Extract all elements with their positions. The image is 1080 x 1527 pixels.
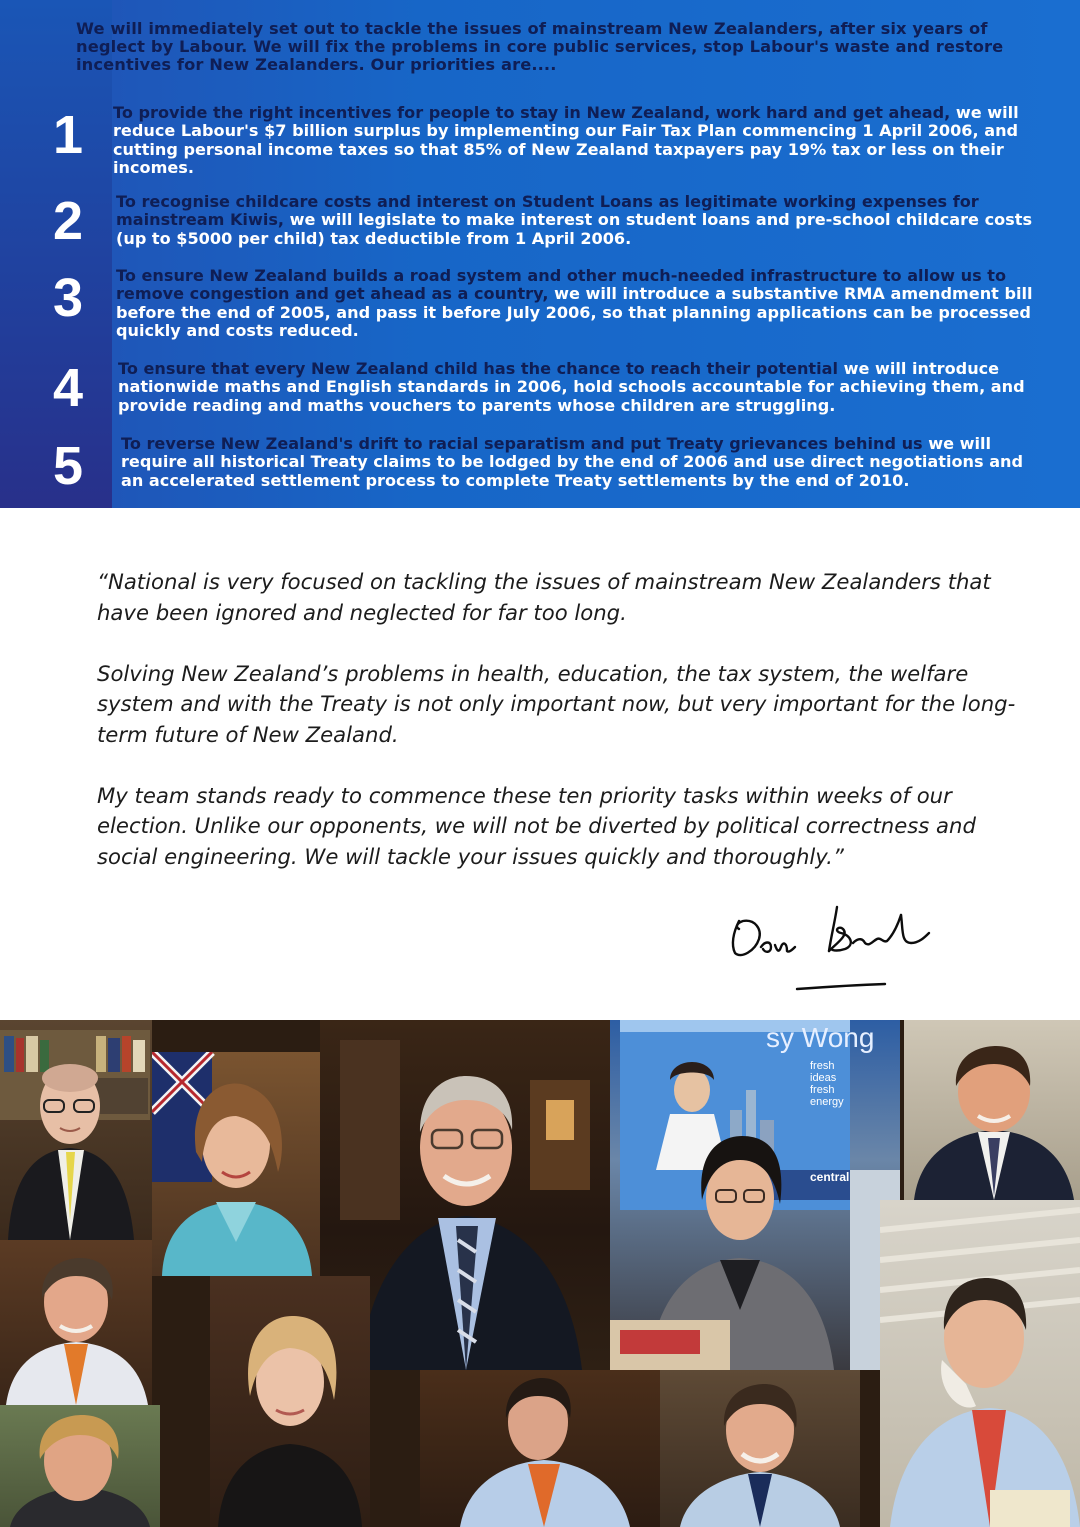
priority-body: we will introduce nationwide maths and English standards in 2006, hold schools accountable for achieving them, and provide reading and maths vouchers to parents whose children are struggling. — [118, 359, 1025, 415]
poster-tagline-line: fresh — [810, 1060, 835, 1072]
team-photo — [660, 1370, 860, 1527]
team-photo — [0, 1240, 152, 1405]
poster-tagline-line: ideas — [810, 1072, 837, 1084]
poster-tagline-line: energy — [810, 1096, 844, 1108]
poster-name: sy Wong — [766, 1022, 875, 1053]
priority-text — [113, 104, 1048, 178]
priority-body: we will legislate to make interest on student loans and pre-school childcare costs (up to $5000 per child) tax deductible from 1 April 2006. — [116, 210, 1033, 248]
team-photo-art — [0, 1405, 160, 1527]
panel-left-band — [0, 0, 112, 508]
team-photo-art — [152, 1052, 320, 1276]
team-photo-art — [420, 1370, 660, 1527]
team-photo-art — [660, 1370, 860, 1527]
priority-number: 3 — [52, 268, 84, 328]
priority-text — [116, 193, 1051, 248]
priority-lead: To ensure New Zealand builds a road system and other much-needed infrastructure to allow us to remove congestion and get ahead as a country, — [116, 266, 1007, 304]
priority-number: 1 — [52, 105, 84, 165]
poster-tagline — [810, 1060, 844, 1108]
priority-text — [116, 267, 1051, 341]
team-photo — [904, 1020, 1080, 1200]
team-photo — [610, 1020, 900, 1370]
quote-paragraph: “National is very focused on tackling the issues of mainstream New Zealanders that have been ignored and neglected for far too long. — [97, 569, 991, 625]
team-photo-art — [880, 1200, 1080, 1527]
priority-lead: To recognise childcare costs and interest on Student Loans as legitimate working expenses for mainstream Kiwis, — [116, 192, 979, 230]
priority-number: 5 — [52, 436, 84, 496]
team-photo-art — [0, 1020, 152, 1240]
team-photo-art — [610, 1020, 900, 1370]
team-photo — [880, 1200, 1080, 1527]
priorities-intro: We will immediately set out to tackle the issues of mainstream New Zealanders, after six years of neglect by Labour. We will fix the problems in core public services, stop Labour's waste and restore incentives for New Zealanders. Our priorities are.... — [76, 19, 1004, 74]
team-photo — [0, 1405, 160, 1527]
priority-lead: To ensure that every New Zealand child has the chance to reach their potential — [118, 359, 838, 378]
team-photo — [152, 1052, 320, 1276]
signature-image — [725, 893, 945, 1003]
priority-body: we will reduce Labour's $7 billion surplus by implementing our Fair Tax Plan commencing 1 April 2006, and cutting personal income taxes so that 85% of New Zealand taxpayers pay 19% tax or less on their incomes. — [113, 103, 1019, 178]
team-photo-art — [904, 1020, 1080, 1200]
poster-banner: central — [810, 1170, 850, 1184]
priority-text — [118, 360, 1048, 415]
priority-number: 2 — [52, 191, 84, 251]
team-photo-art — [0, 1240, 152, 1405]
priority-number: 4 — [52, 358, 84, 418]
team-photo-art — [210, 1276, 370, 1527]
poster-tagline-line: fresh — [810, 1084, 835, 1096]
quote-paragraph: Solving New Zealand’s problems in health, education, the tax system, the welfare system and with the Treaty is not only important now, but very important for the long-term future of New Zealand. — [97, 660, 1016, 747]
priority-lead: To provide the right incentives for people to stay in New Zealand, work hard and get ahead, — [113, 103, 951, 122]
team-photo — [420, 1370, 660, 1527]
leader-quote — [97, 567, 1017, 903]
team-photo — [210, 1276, 370, 1527]
priority-body: we will introduce a substantive RMA amendment bill before the end of 2005, and pass it before July 2006, so that planning applications can be processed quickly and costs reduced. — [116, 284, 1033, 341]
priority-text — [121, 435, 1036, 490]
quote-paragraph: My team stands ready to commence these ten priority tasks within weeks of our election. Unlike our opponents, we will not be diverted by political correctness and social engineering. We will tackle your issues quickly and thoroughly.” — [97, 782, 976, 869]
team-photo-collage — [0, 1020, 1080, 1527]
priority-body: we will require all historical Treaty claims to be lodged by the end of 2006 and use direct negotiations and an accelerated settlement process to complete Treaty settlements by the end of 2010. — [121, 434, 1024, 490]
team-photo — [0, 1020, 152, 1240]
priorities-panel — [0, 0, 1080, 508]
priority-lead: To reverse New Zealand's drift to racial separatism and put Treaty grievances behind us — [121, 434, 923, 453]
